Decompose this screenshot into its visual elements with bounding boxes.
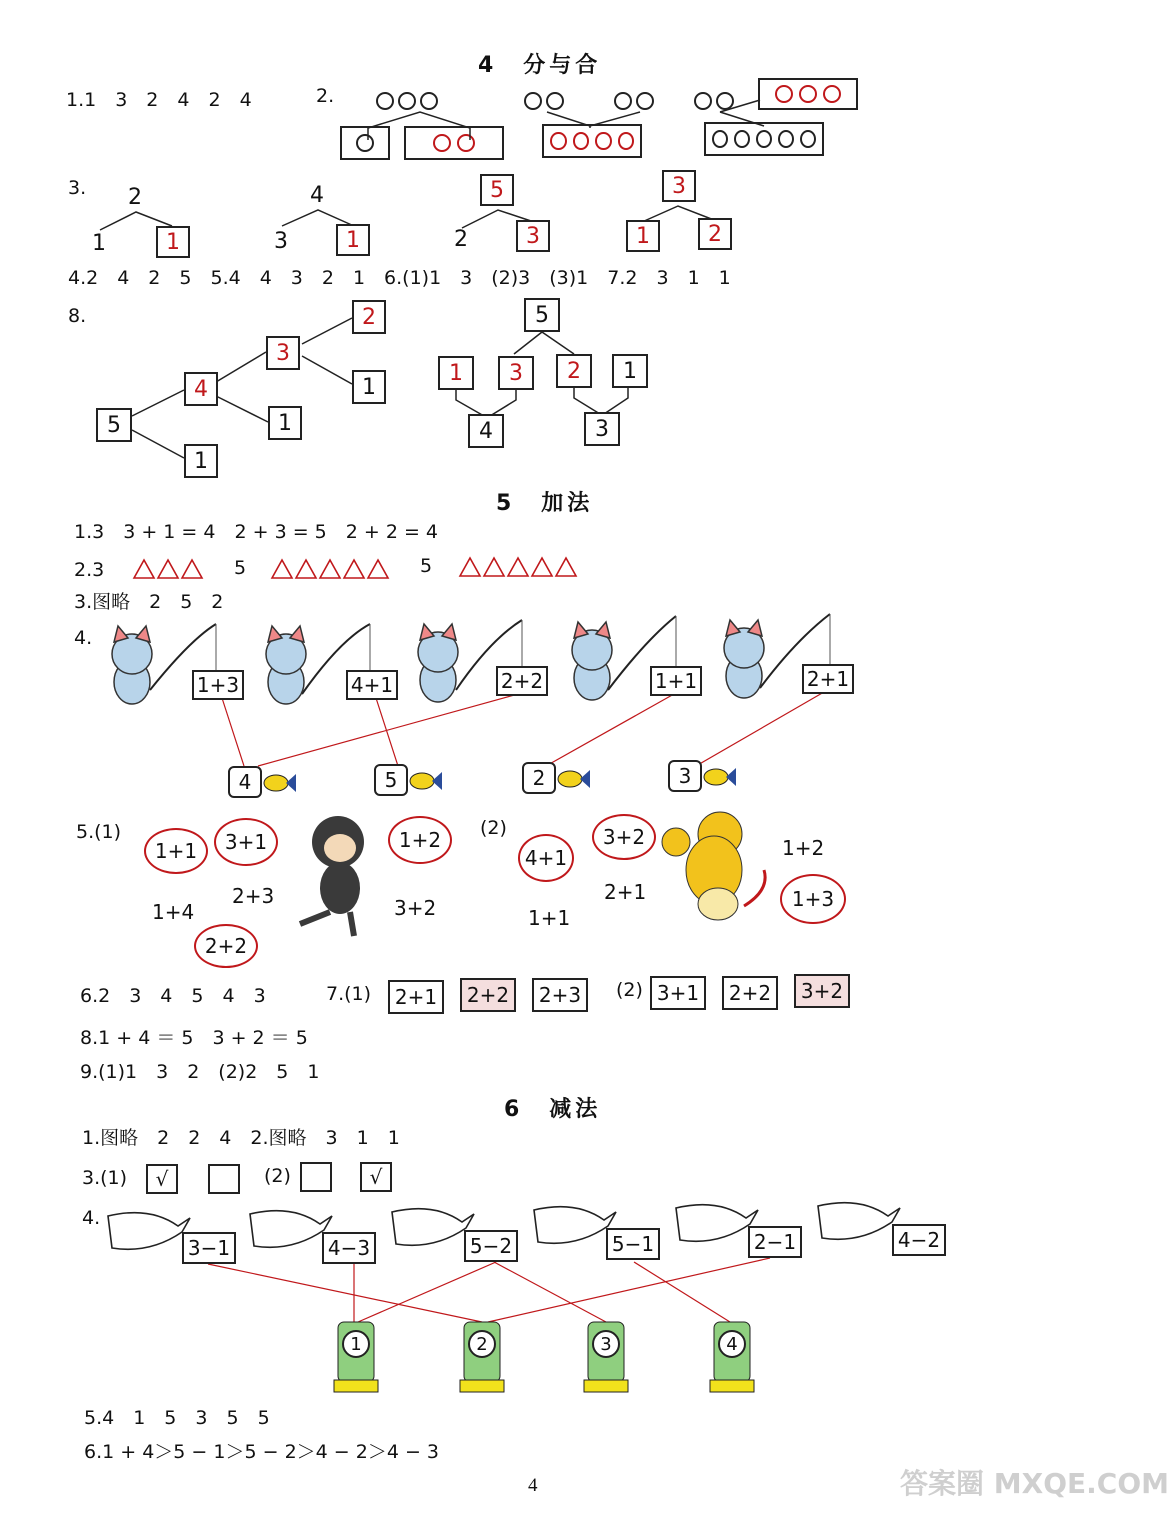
sec4-q4-to-q7: 4.2 4 2 5 5.4 4 3 2 1 6.(1)1 3 (2)3 (3)1 7.2 3 1 1 — [68, 267, 731, 289]
dove-card-5: 2−1 — [748, 1226, 802, 1258]
sec5-q3: 3.图略 2 5 2 — [74, 591, 224, 613]
q8-node-c: 3 — [266, 336, 300, 370]
cat-card-2: 4+1 — [346, 670, 398, 700]
section-6-title: 6 减法 — [504, 1097, 602, 1122]
q8-node-d: 1 — [268, 406, 302, 440]
q7-card-3: 2+3 — [532, 978, 588, 1012]
sec5-q2-b: 5 — [234, 557, 247, 579]
q5-right-plain-2: 2+1 — [604, 880, 647, 904]
q5-right-circle-3: 1+3 — [780, 874, 846, 924]
q7-card-2: 2+2 — [460, 978, 516, 1012]
dove-card-1: 3−1 — [182, 1232, 236, 1264]
fish-number-2: 5 — [374, 764, 408, 796]
sec6-q3-1-label: 3.(1) — [82, 1167, 128, 1189]
sec6-q3-2-label: (2) — [264, 1165, 291, 1187]
dove-card-6: 4−2 — [892, 1224, 946, 1256]
cat-card-4: 1+1 — [650, 666, 702, 696]
q7-card-6: 3+2 — [794, 974, 850, 1008]
q8-node-a: 4 — [184, 372, 218, 406]
section-4-title: 4 分与合 — [478, 53, 602, 78]
tree3-right-box: 3 — [516, 220, 550, 252]
sec6-q6: 6.1 + 4＞5 − 1＞5 − 2＞4 − 2＞4 − 3 — [84, 1441, 440, 1463]
cat-card-1: 1+3 — [192, 670, 244, 700]
q8-node-e: 2 — [352, 300, 386, 334]
sec5-q4-label: 4. — [74, 627, 93, 649]
cat-card-3: 2+2 — [496, 666, 548, 696]
fish-number-1: 4 — [228, 766, 262, 798]
mailbox-number-1: 1 — [342, 1330, 370, 1358]
q3-checkbox-1: √ — [146, 1164, 178, 1194]
tree1-top: 2 — [128, 185, 142, 210]
q5-left-circle-4: 2+2 — [194, 924, 258, 968]
q7-card-4: 3+1 — [650, 976, 706, 1010]
q3-checkbox-4: √ — [360, 1162, 392, 1192]
q5-left-plain-3: 3+2 — [394, 896, 437, 920]
tree1-left: 1 — [92, 231, 106, 256]
sec5-q2-a: 2.3 — [74, 559, 105, 581]
sec4-q2-label: 2. — [316, 85, 335, 107]
page-number: 4 — [528, 1475, 538, 1496]
sec5-q1: 1.3 3 + 1 = 4 2 + 3 = 5 2 + 2 = 4 — [74, 521, 439, 543]
q7-card-5: 2+2 — [722, 976, 778, 1010]
q8b-top: 5 — [524, 298, 560, 332]
q5-right-plain-1: 1+2 — [782, 836, 825, 860]
q5-left-circle-2: 3+1 — [214, 818, 278, 866]
q5-left-circle-1: 1+1 — [144, 828, 208, 874]
tree2-left: 3 — [274, 229, 288, 254]
q5-left-plain-1: 2+3 — [232, 884, 275, 908]
q8-node-b: 1 — [184, 444, 218, 478]
sec5-q2-c: 5 — [420, 555, 433, 577]
sec5-q6: 6.2 3 4 5 4 3 — [80, 985, 266, 1007]
tree4-left-box: 1 — [626, 220, 660, 252]
sec5-q5-1-label: 5.(1) — [76, 821, 122, 843]
tree2-right-box: 1 — [336, 224, 370, 256]
q8b-l2: 3 — [498, 356, 534, 390]
q8b-r2: 1 — [612, 354, 648, 388]
q8-root: 5 — [96, 408, 132, 442]
q8b-r1: 2 — [556, 354, 592, 388]
sec6-q4-label: 4. — [82, 1207, 101, 1229]
q8b-br: 3 — [584, 412, 620, 446]
q8b-l1: 1 — [438, 356, 474, 390]
cat-card-5: 2+1 — [802, 664, 854, 694]
tree3-top-box: 5 — [480, 174, 514, 206]
q5-right-plain-3: 1+1 — [528, 906, 571, 930]
tree4-top-box: 3 — [662, 170, 696, 202]
sec6-q1-q2: 1.图略 2 2 4 2.图略 3 1 1 — [82, 1127, 400, 1149]
tree4-right-box: 2 — [698, 218, 732, 250]
dove-card-2: 4−3 — [322, 1232, 376, 1264]
mailbox-number-4: 4 — [718, 1330, 746, 1358]
q5-left-plain-2: 1+4 — [152, 900, 195, 924]
sec4-q3-label: 3. — [68, 177, 87, 199]
q8-node-f: 1 — [352, 370, 386, 404]
tree2-top: 4 — [310, 183, 324, 208]
mailbox-number-2: 2 — [468, 1330, 496, 1358]
sec5-q8: 8.1 + 4 ＝ 5 3 + 2 ＝ 5 — [80, 1027, 308, 1049]
sec5-q9: 9.(1)1 3 2 (2)2 5 1 — [80, 1061, 320, 1083]
sec6-q5: 5.4 1 5 3 5 5 — [84, 1407, 270, 1429]
fish-number-4: 3 — [668, 760, 702, 792]
section-5-title: 5 加法 — [496, 491, 594, 516]
q5-right-circle-1: 3+2 — [592, 814, 656, 860]
sec4-q8-label: 8. — [68, 305, 87, 327]
dove-card-3: 5−2 — [464, 1230, 518, 1262]
dove-card-4: 5−1 — [606, 1228, 660, 1260]
sec5-q7-1-label: 7.(1) — [326, 983, 372, 1005]
fish-number-3: 2 — [522, 762, 556, 794]
sec5-q7-2-label: (2) — [616, 979, 643, 1001]
q8b-bl: 4 — [468, 414, 504, 448]
watermark: 答案圈 MXQE.COM — [900, 1467, 1169, 1500]
q5-left-circle-3: 1+2 — [388, 816, 452, 864]
q7-card-1: 2+1 — [388, 980, 444, 1014]
sec4-q1: 1.1 3 2 4 2 4 — [66, 89, 252, 111]
tree1-right-box: 1 — [156, 226, 190, 258]
q5-right-circle-2: 4+1 — [518, 834, 574, 882]
tree3-left: 2 — [454, 227, 468, 252]
mailbox-number-3: 3 — [592, 1330, 620, 1358]
sec5-q5-2-label: (2) — [480, 817, 507, 839]
